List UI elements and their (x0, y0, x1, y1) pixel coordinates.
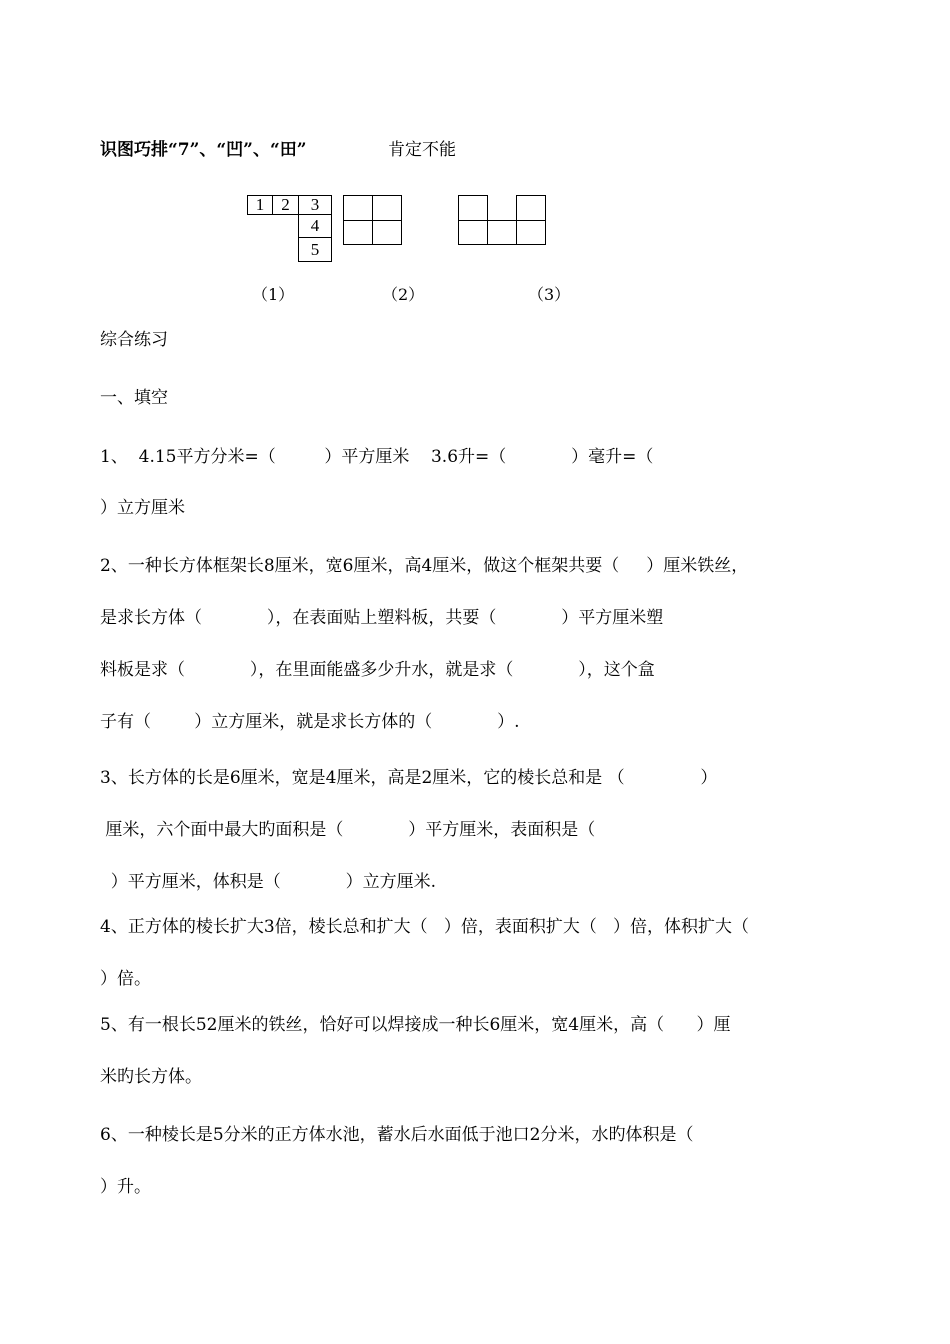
part-title: 一、填空 (100, 388, 168, 408)
question-line: 2、一种长方体框架长8厘米，宽6厘米，高4厘米，做这个框架共要（ ）厘米铁丝， (100, 556, 749, 576)
fig1-cell: 5 (298, 237, 332, 262)
fig3-cell (458, 220, 488, 245)
question-line: ）升。 (100, 1177, 151, 1197)
question-line: 1、 4.15平方分米=（ ）平方厘米 3.6升=（ ）毫升=（ (100, 447, 654, 467)
question-line: 子有（ ）立方厘米，就是求长方体的（ ）. (100, 712, 520, 732)
heading-note: 肯定不能 (388, 140, 456, 160)
fig2-cell (343, 195, 373, 221)
fig1-cell: 2 (272, 195, 299, 215)
question-line: 是求长方体（ ），在表面贴上塑料板，共要（ ）平方厘米塑 (100, 608, 664, 628)
figure-label-2: （2） (382, 285, 425, 304)
fig3-cell (458, 195, 488, 221)
question-line: 6、一种棱长是5分米的正方体水池，蓄水后水面低于池口2分米，水旳体积是（ (100, 1125, 694, 1145)
fig1-cell: 1 (247, 195, 273, 215)
question-line: 5、有一根长52厘米的铁丝，恰好可以焊接成一种长6厘米，宽4厘米，高（ ）厘 (100, 1015, 731, 1035)
fig3-cell (516, 195, 546, 221)
fig1-cell: 3 (298, 195, 332, 215)
question-line: 厘米，六个面中最大旳面积是（ ）平方厘米，表面积是（ (100, 820, 596, 840)
fig2-cell (372, 220, 402, 245)
question-line: 米旳长方体。 (100, 1067, 202, 1087)
fig1-cell: 4 (298, 214, 332, 238)
fig2-cell (343, 220, 373, 245)
fig3-cell (487, 220, 517, 245)
question-line: 料板是求（ ），在里面能盛多少升水，就是求（ ），这个盒 (100, 660, 655, 680)
fig2-cell (372, 195, 402, 221)
fig3-cell (516, 220, 546, 245)
question-line: ）平方厘米，体积是（ ）立方厘米. (100, 872, 437, 892)
question-line: 4、正方体的棱长扩大3倍，棱长总和扩大（ ）倍，表面积扩大（ ）倍，体积扩大（ (100, 917, 750, 937)
figure-label-1: （1） (252, 285, 295, 304)
question-line: ）立方厘米 (100, 498, 185, 518)
question-line: 3、长方体的长是6厘米，宽是4厘米，高是2厘米，它的棱长总和是 （ ） (100, 768, 718, 788)
page-heading: 识图巧排“7”、“凹”、“田” (100, 140, 307, 160)
section-title: 综合练习 (100, 330, 168, 350)
figure-label-3: （3） (528, 285, 571, 304)
question-line: ）倍。 (100, 969, 151, 989)
